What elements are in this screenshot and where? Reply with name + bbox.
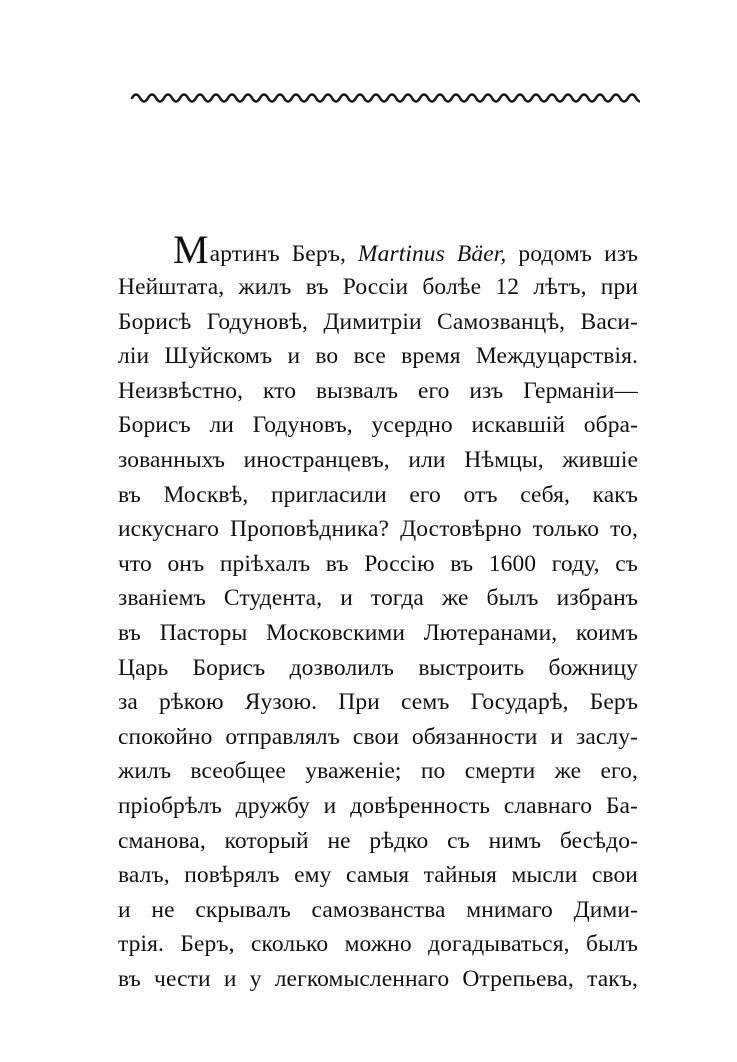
body-text [118,227,638,996]
text-line: Неизвѣстно, кто вызвалъ его изъ Германіи— [118,377,638,404]
text-line: жилъ всеобщее уваженіе; по смерти же его, [118,758,638,785]
text-line: трія. Беръ, сколько можно догадываться, былъ [118,931,638,958]
text-line: Царь Борисъ дозволилъ выстроить божницу [118,654,638,681]
text-line: зованныхъ иностранцевъ, или Нѣмцы, жившіе [118,446,638,473]
first-line-lead: артинъ Беръ, [209,241,346,267]
text-line: званіемъ Студента, и тогда же былъ избранъ [118,585,638,612]
latin-name: Martinus Bäer, [357,241,507,267]
text-line: что онъ пріѣхалъ въ Россію въ 1600 году, съ [118,550,638,577]
text-line-first [118,227,638,272]
text-line: искуснаго Проповѣдника? Достовѣрно только то, [118,516,638,543]
text-line: спокойно отправлялъ свои обязанности и заслу- [118,723,638,750]
text-line: за рѣкою Яузою. При семъ Государѣ, Беръ [118,689,638,716]
text-line: пріобрѣлъ дружбу и довѣренность славнаго Ба- [118,792,638,819]
ornament-rule [130,88,640,108]
text-line: сманова, который не рѣдко съ нимъ бесѣдо- [118,827,638,854]
text-line: валъ, повѣрялъ ему самыя тайныя мысли свои [118,862,638,889]
text-line: Борисъ ли Годуновъ, усердно искавшій обра- [118,412,638,439]
text-line: Борисѣ Годуновѣ, Димитріи Самозванцѣ, Васи- [118,308,638,335]
first-line-tail: родомъ изъ [518,241,638,267]
text-line: и не скрывалъ самозванства мнимаго Дими- [118,896,638,923]
text-line: въ Москвѣ, пригласили его отъ себя, какъ [118,481,638,508]
text-line: въ Пасторы Московскими Лютеранами, коимъ [118,619,638,646]
text-line: Нейштата, жилъ въ Россіи болѣе 12 лѣтъ, при [118,274,638,300]
text-line: ліи Шуйскомъ и во все время Междуцарствія. [118,343,638,370]
drop-cap: М [173,227,209,272]
text-line: въ чести и у легкомысленнаго Отрепьева, такъ, [118,965,638,992]
